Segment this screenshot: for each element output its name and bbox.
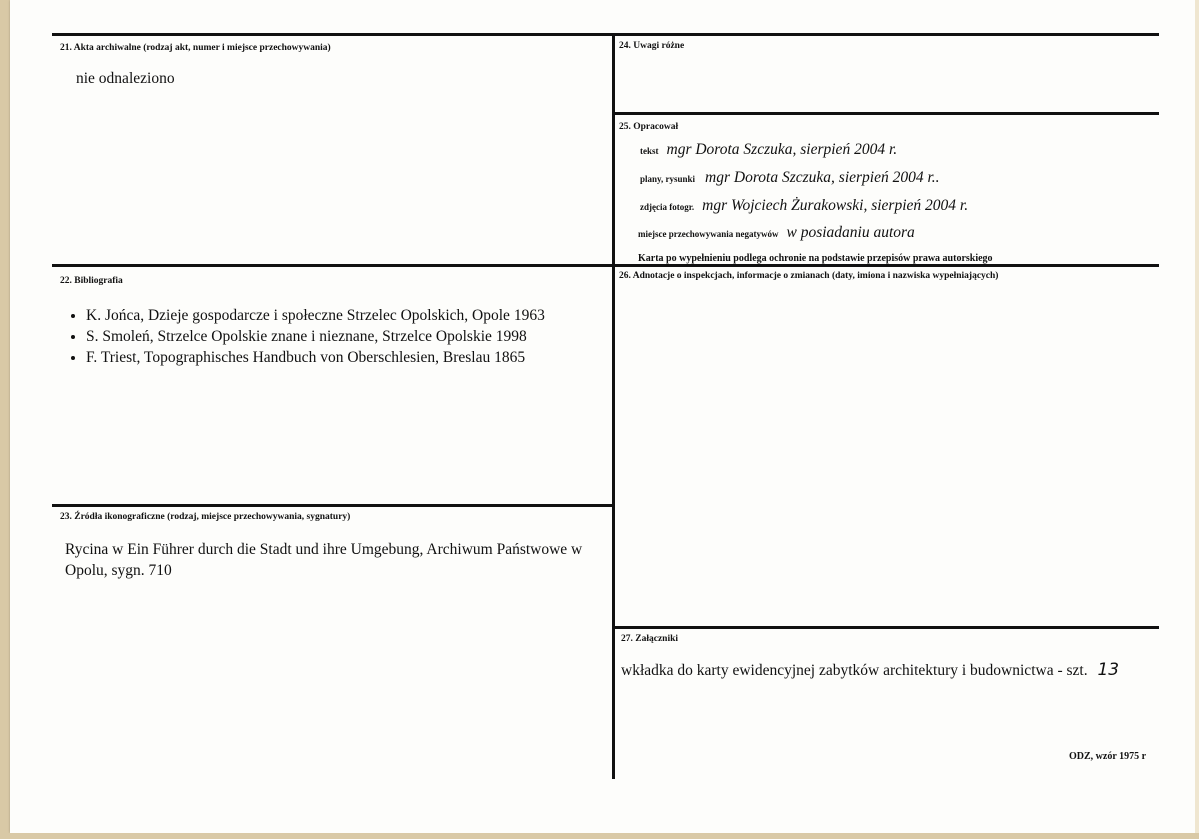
sec27-count: 13: [1097, 660, 1120, 680]
copyright-note: Karta po wypełnieniu podlega ochronie na podstawie przepisów prawa autorskiego: [638, 253, 993, 264]
sec23-label: 23. Źródła ikonograficzne (rodzaj, miejsce przechowywania, sygnatury): [60, 512, 351, 522]
sec25-tekst-row: [640, 141, 897, 159]
rule-22-23: [52, 504, 614, 507]
sec25-zdjecia-label: zdjęcia fotogr.: [640, 202, 695, 212]
form-sheet: [10, 0, 1195, 833]
sec25-negatywy-value: w posiadaniu autora: [786, 224, 915, 241]
sec26-label: 26. Adnotacje o inspekcjach, informacje o zmianach (daty, imiona i nazwiska wypełniających): [619, 271, 999, 281]
sec25-plany-value: mgr Dorota Szczuka, sierpień 2004 r..: [705, 169, 940, 186]
rule-24-25: [614, 112, 1159, 115]
sec25-plany-label: plany, rysunki: [640, 174, 696, 184]
sec27-label: 27. Załączniki: [621, 634, 679, 644]
sec25-tekst-value: mgr Dorota Szczuka, sierpień 2004 r.: [666, 141, 898, 158]
rule-21-22: [52, 264, 1159, 267]
sec24-label: 24. Uwagi różne: [619, 41, 685, 51]
sec21-value: nie odnaleziono: [76, 70, 175, 87]
top-rule: [52, 33, 1159, 36]
sec21-label: 21. Akta archiwalne (rodzaj akt, numer i miejsce przechowywania): [60, 43, 331, 53]
bibliography-list: [60, 305, 545, 368]
sec25-zdjecia-row: [640, 197, 968, 215]
sec25-negatywy-row: [638, 224, 915, 242]
sec27-value: wkładka do karty ewidencyjnej zabytków architektury i budownictwa - szt.: [621, 662, 1088, 679]
center-divider: [612, 33, 615, 779]
sec25-zdjecia-value: mgr Wojciech Żurakowski, sierpień 2004 r.: [702, 197, 969, 214]
sec25-plany-row: [640, 169, 940, 187]
paper-edge: [1195, 0, 1199, 839]
sec27-value-row: [621, 660, 1119, 680]
sec25-tekst-label: tekst: [640, 146, 659, 156]
sec22-label: 22. Bibliografia: [60, 276, 123, 286]
bibliography-item: • F. Triest, Topographisches Handbuch von Oberschlesien, Breslau 1865: [86, 347, 545, 368]
rule-26-27: [614, 626, 1159, 629]
bibliography-item: • K. Jońca, Dzieje gospodarcze i społeczne Strzelec Opolskich, Opole 1963: [86, 305, 545, 326]
sec25-negatywy-label: miejsce przechowywania negatywów: [638, 229, 779, 239]
sec23-value: Rycina w Ein Führer durch die Stadt und ihre Umgebung, Archiwum Państwowe w Opolu, sygn. 710: [65, 541, 583, 579]
paper-edge-bottom: [0, 833, 1199, 839]
sec25-label: 25. Opracował: [619, 122, 679, 132]
form-model-footer: ODZ, wzór 1975 r: [1069, 751, 1147, 762]
bibliography-item: • S. Smoleń, Strzelce Opolskie znane i nieznane, Strzelce Opolskie 1998: [86, 326, 545, 347]
